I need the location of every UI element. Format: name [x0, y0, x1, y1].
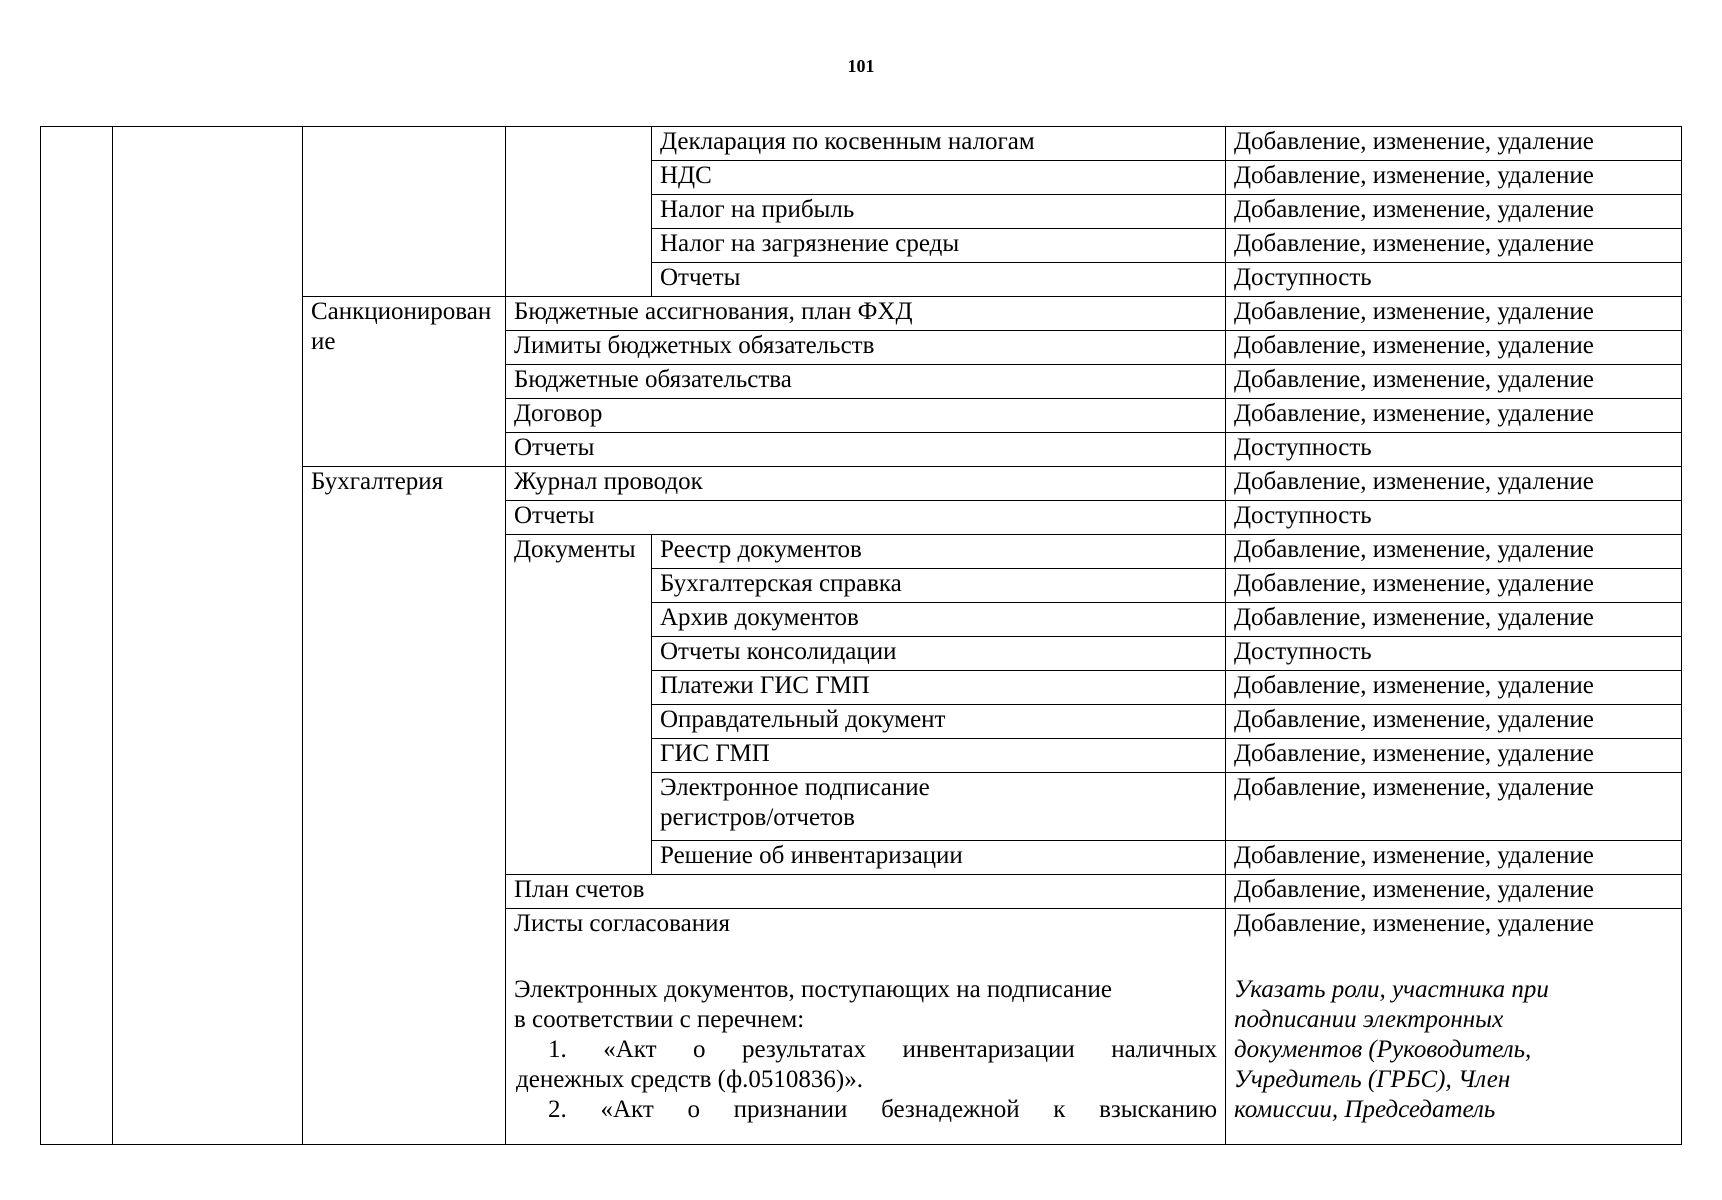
item-name: Отчеты [506, 433, 1226, 467]
item-name: Отчеты [652, 263, 1226, 297]
approval-item-1-line-1: 1. «Акт о результатах инвентаризации наличных [548, 1036, 1217, 1063]
item-name: Отчеты [506, 501, 1226, 535]
item-rights: Добавление, изменение, удаление [1226, 739, 1682, 773]
documents-label: Документы [506, 535, 652, 875]
item-rights: Добавление, изменение, удаление [1226, 841, 1682, 875]
item-name: Налог на загрязнение среды [652, 229, 1226, 263]
document-name: Оправдательный документ [652, 705, 1226, 739]
item-rights: Добавление, изменение, удаление [1226, 399, 1682, 433]
item-rights: Добавление, изменение, удаление [1226, 705, 1682, 739]
table-row [41, 127, 1682, 161]
item-rights: Доступность [1226, 501, 1682, 535]
item-rights: Добавление, изменение, удаление [1226, 569, 1682, 603]
item-rights: Доступность [1226, 637, 1682, 671]
item-name: Бюджетные обязательства [506, 365, 1226, 399]
approval-note-line-4: Учредитель (ГРБС), Член [1234, 1066, 1511, 1093]
item-name: Бюджетные ассигнования, план ФХД [506, 297, 1226, 331]
item-name: Журнал проводок [506, 467, 1226, 501]
document-name: ГИС ГМП [652, 739, 1226, 773]
item-rights: Добавление, изменение, удаление [1226, 195, 1682, 229]
item-rights: Добавление, изменение, удаление [1226, 467, 1682, 501]
approval-item-1-line-2: денежных средств (ф.0510836)». [516, 1066, 863, 1093]
document-name: Решение об инвентаризации [652, 841, 1226, 875]
item-name: НДС [652, 161, 1226, 195]
item-rights: Добавление, изменение, удаление [1226, 875, 1682, 909]
permissions-table [40, 126, 1682, 1145]
item-rights: Добавление, изменение, удаление [1226, 535, 1682, 569]
item-rights: Добавление, изменение, удаление [1226, 603, 1682, 637]
approval-text-line-2: в соответствии с перечнем: [514, 1006, 805, 1033]
approval-text-line-1: Электронных документов, поступающих на подписание [514, 976, 1112, 1003]
approval-note-line-3: документов (Руководитель, [1234, 1036, 1532, 1063]
item-rights: Добавление, изменение, удаление [1226, 297, 1682, 331]
approval-sheets-title: Листы согласования [514, 910, 730, 937]
item-rights: Доступность [1226, 263, 1682, 297]
item-rights: Добавление, изменение, удаление [1226, 331, 1682, 365]
document-name: Отчеты консолидации [652, 637, 1226, 671]
item-rights: Добавление, изменение, удаление [1226, 127, 1682, 161]
approval-note-line-1: Указать роли, участника при [1234, 976, 1549, 1003]
document-name-line-1: Электронное подписание [660, 774, 930, 801]
group-label-sanction: Санкционирование [303, 297, 506, 467]
group-cell-empty [303, 127, 506, 297]
item-name: Налог на прибыль [652, 195, 1226, 229]
document-name: Бухгалтерская справка [652, 569, 1226, 603]
group-label-accounting: Бухгалтерия [303, 467, 506, 1145]
item-rights: Добавление, изменение, удаление [1226, 365, 1682, 399]
document-name: Платежи ГИС ГМП [652, 671, 1226, 705]
column-2-cell [113, 127, 303, 1145]
document-name-line-2: регистров/отчетов [660, 804, 855, 831]
item-rights: Добавление, изменение, удаление [1226, 773, 1682, 841]
item-name: Договор [506, 399, 1226, 433]
document-name: Архив документов [652, 603, 1226, 637]
item-rights: Доступность [1226, 433, 1682, 467]
item-rights: Добавление, изменение, удаление [1226, 161, 1682, 195]
document-name: Реестр документов [652, 535, 1226, 569]
approval-note-line-5: комиссии, Председатель [1234, 1096, 1496, 1123]
document-name [652, 773, 1226, 841]
page-number: 101 [847, 56, 875, 76]
item-name: Декларация по косвенным налогам [652, 127, 1226, 161]
approval-sheets-cell [506, 909, 1226, 1145]
column-1-cell [41, 127, 113, 1145]
approval-note-line-2: подписании электронных [1234, 1006, 1504, 1033]
item-name: План счетов [506, 875, 1226, 909]
approval-item-2-line-1: 2. «Акт о признании безнадежной к взысканию [548, 1096, 1217, 1123]
item-name: Лимиты бюджетных обязательств [506, 331, 1226, 365]
item-rights: Добавление, изменение, удаление [1226, 671, 1682, 705]
subgroup-cell-empty [506, 127, 652, 297]
approval-rights-cell [1226, 909, 1682, 1145]
approval-rights: Добавление, изменение, удаление [1234, 910, 1594, 937]
item-rights: Добавление, изменение, удаление [1226, 229, 1682, 263]
